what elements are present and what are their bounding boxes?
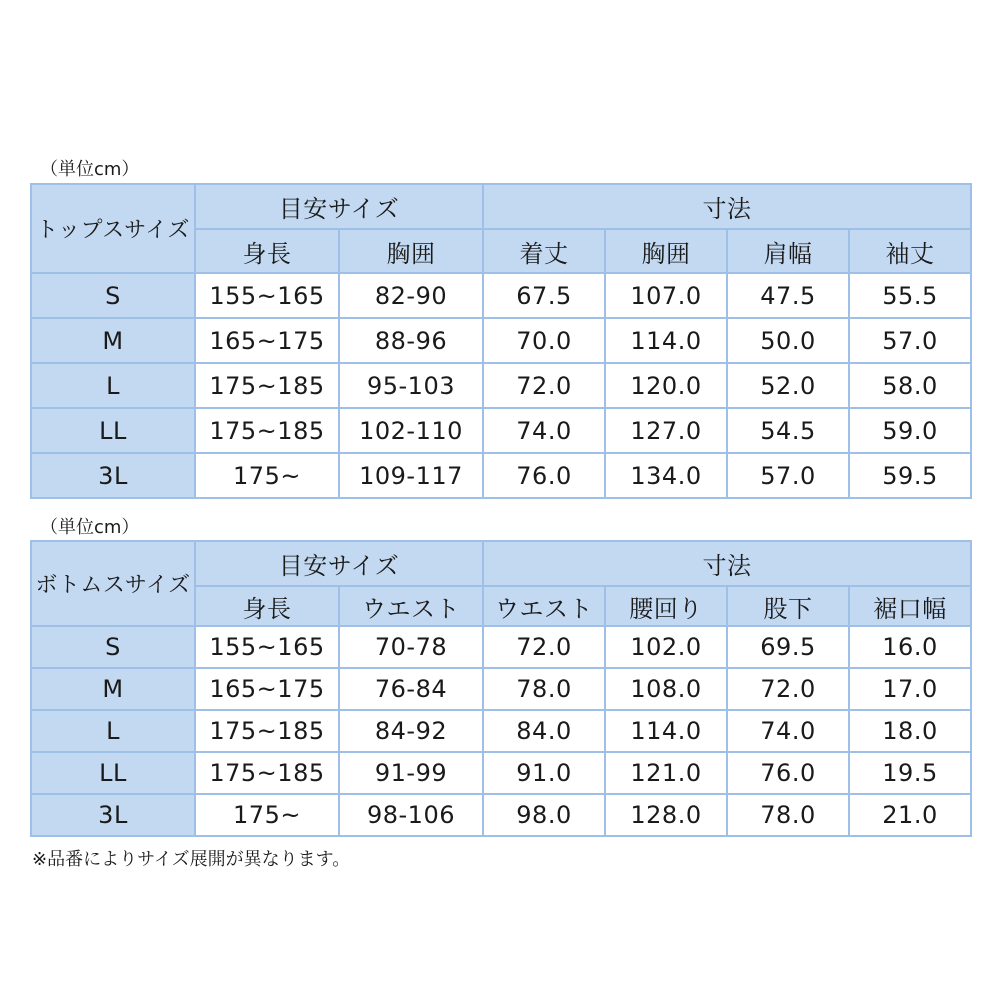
value-cell: 134.0 <box>605 453 727 498</box>
value-cell: 108.0 <box>605 668 727 710</box>
value-cell: 88-96 <box>339 318 483 363</box>
value-cell: 107.0 <box>605 273 727 318</box>
tops-sub-header: 着丈 <box>483 229 605 273</box>
value-cell: 21.0 <box>849 794 971 836</box>
value-cell: 57.0 <box>849 318 971 363</box>
size-label-cell: M <box>31 668 195 710</box>
value-cell: 109-117 <box>339 453 483 498</box>
value-cell: 74.0 <box>483 408 605 453</box>
value-cell: 52.0 <box>727 363 849 408</box>
value-cell: 91-99 <box>339 752 483 794</box>
size-label-cell: L <box>31 363 195 408</box>
table-row <box>31 794 971 836</box>
bottoms-size-table <box>30 540 972 837</box>
bottoms-sub-header: 身長 <box>195 586 339 626</box>
bottoms-corner-label: ボトムスサイズ <box>31 541 195 626</box>
table-row <box>31 668 971 710</box>
value-cell: 59.5 <box>849 453 971 498</box>
value-cell: 114.0 <box>605 710 727 752</box>
value-cell: 165~175 <box>195 318 339 363</box>
tops-size-table <box>30 183 972 499</box>
value-cell: 175~185 <box>195 752 339 794</box>
value-cell: 70.0 <box>483 318 605 363</box>
value-cell: 120.0 <box>605 363 727 408</box>
bottoms-sub-header: ウエスト <box>483 586 605 626</box>
tops-corner-label: トップスサイズ <box>31 184 195 273</box>
table-row <box>31 710 971 752</box>
value-cell: 69.5 <box>727 626 849 668</box>
bottoms-group-header-guide: 目安サイズ <box>195 541 483 586</box>
value-cell: 84-92 <box>339 710 483 752</box>
value-cell: 102.0 <box>605 626 727 668</box>
table-row <box>31 363 971 408</box>
bottoms-sub-header: ウエスト <box>339 586 483 626</box>
value-cell: 59.0 <box>849 408 971 453</box>
value-cell: 165~175 <box>195 668 339 710</box>
table-row <box>31 752 971 794</box>
value-cell: 47.5 <box>727 273 849 318</box>
value-cell: 155~165 <box>195 626 339 668</box>
size-label-cell: 3L <box>31 794 195 836</box>
bottoms-sub-header: 裾口幅 <box>849 586 971 626</box>
value-cell: 128.0 <box>605 794 727 836</box>
value-cell: 72.0 <box>483 363 605 408</box>
value-cell: 78.0 <box>483 668 605 710</box>
tops-sub-header: 袖丈 <box>849 229 971 273</box>
value-cell: 175~185 <box>195 363 339 408</box>
bottoms-sub-header: 腰回り <box>605 586 727 626</box>
size-label-cell: LL <box>31 752 195 794</box>
value-cell: 76.0 <box>727 752 849 794</box>
value-cell: 78.0 <box>727 794 849 836</box>
value-cell: 121.0 <box>605 752 727 794</box>
tops-sub-header: 胸囲 <box>339 229 483 273</box>
size-label-cell: S <box>31 273 195 318</box>
value-cell: 17.0 <box>849 668 971 710</box>
value-cell: 74.0 <box>727 710 849 752</box>
bottoms-unit-label: （単位cm） <box>40 517 140 538</box>
value-cell: 76-84 <box>339 668 483 710</box>
size-label-cell: S <box>31 626 195 668</box>
value-cell: 19.5 <box>849 752 971 794</box>
tops-unit-label: （単位cm） <box>40 159 140 180</box>
value-cell: 175~ <box>195 453 339 498</box>
value-cell: 102-110 <box>339 408 483 453</box>
value-cell: 55.5 <box>849 273 971 318</box>
bottoms-sub-header: 股下 <box>727 586 849 626</box>
value-cell: 127.0 <box>605 408 727 453</box>
tops-group-header-guide: 目安サイズ <box>195 184 483 229</box>
value-cell: 76.0 <box>483 453 605 498</box>
size-label-cell: M <box>31 318 195 363</box>
tops-group-header-measure: 寸法 <box>483 184 971 229</box>
value-cell: 72.0 <box>727 668 849 710</box>
value-cell: 70-78 <box>339 626 483 668</box>
value-cell: 18.0 <box>849 710 971 752</box>
value-cell: 175~185 <box>195 408 339 453</box>
table-row <box>31 318 971 363</box>
value-cell: 82-90 <box>339 273 483 318</box>
value-cell: 16.0 <box>849 626 971 668</box>
value-cell: 67.5 <box>483 273 605 318</box>
size-label-cell: LL <box>31 408 195 453</box>
table-row <box>31 273 971 318</box>
value-cell: 98.0 <box>483 794 605 836</box>
value-cell: 175~ <box>195 794 339 836</box>
value-cell: 72.0 <box>483 626 605 668</box>
value-cell: 95-103 <box>339 363 483 408</box>
footnote: ※品番によりサイズ展開が異なります。 <box>32 849 351 870</box>
value-cell: 58.0 <box>849 363 971 408</box>
value-cell: 91.0 <box>483 752 605 794</box>
tops-sub-header: 肩幅 <box>727 229 849 273</box>
value-cell: 50.0 <box>727 318 849 363</box>
value-cell: 114.0 <box>605 318 727 363</box>
bottoms-group-header-measure: 寸法 <box>483 541 971 586</box>
value-cell: 57.0 <box>727 453 849 498</box>
table-row <box>31 408 971 453</box>
value-cell: 175~185 <box>195 710 339 752</box>
tops-sub-header: 胸囲 <box>605 229 727 273</box>
size-label-cell: L <box>31 710 195 752</box>
value-cell: 98-106 <box>339 794 483 836</box>
value-cell: 54.5 <box>727 408 849 453</box>
value-cell: 84.0 <box>483 710 605 752</box>
table-row <box>31 453 971 498</box>
size-label-cell: 3L <box>31 453 195 498</box>
value-cell: 155~165 <box>195 273 339 318</box>
table-row <box>31 626 971 668</box>
tops-sub-header: 身長 <box>195 229 339 273</box>
